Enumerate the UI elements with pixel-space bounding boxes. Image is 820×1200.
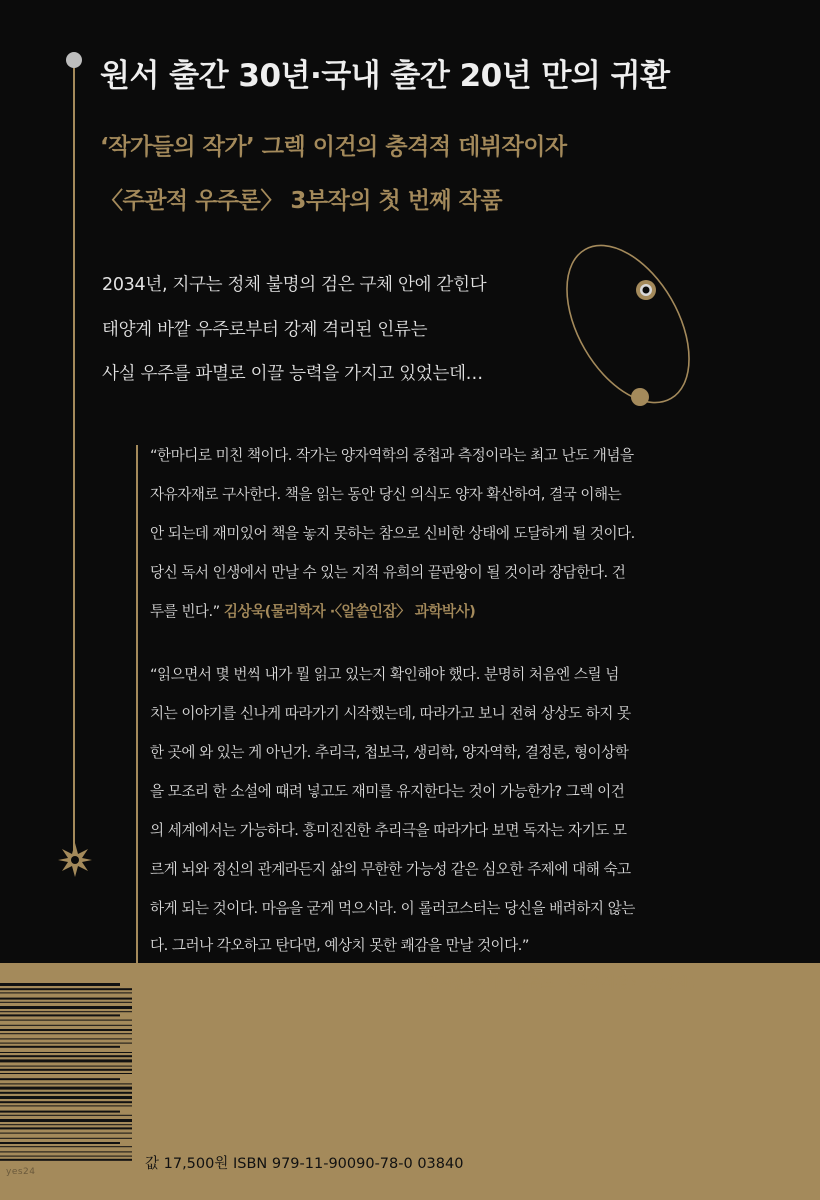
barcode-stripe bbox=[0, 1059, 132, 1062]
barcode-stripe bbox=[0, 1124, 132, 1125]
subheadline-line-2: 〈주관적 우주론〉 3부작의 첫 번째 작품 bbox=[100, 188, 503, 214]
subheadline-line-1: ‘작가들의 작가’ 그렉 이건의 충격적 데뷔작이자 bbox=[100, 134, 567, 160]
quote1-last-text: 투를 빈다.” bbox=[150, 603, 220, 620]
barcode-stripe bbox=[0, 1066, 132, 1067]
barcode-stripe bbox=[0, 1087, 132, 1090]
quote2-line-8: 다. 그러나 각오하고 탄다면, 예상치 못한 쾌감을 만날 것이다.” bbox=[150, 937, 529, 954]
barcode-stripe bbox=[0, 1119, 132, 1122]
barcode-stripe bbox=[0, 1105, 132, 1106]
barcode-stripe bbox=[0, 1146, 132, 1147]
barcode-stripe bbox=[0, 1096, 132, 1099]
intro-line-2: 태양계 바깥 우주로부터 강제 격리된 인류는 bbox=[102, 320, 428, 340]
barcode-stripe bbox=[0, 998, 132, 1000]
quote1-line-4: 당신 독서 인생에서 만날 수 있는 지적 유희의 끝판왕이 될 것이라 장담한다. 건 bbox=[150, 564, 626, 581]
quote2-line-3: 한 곳에 와 있는 게 아닌가. 추리극, 첩보극, 생리학, 양자역학, 결정론, 형이상학 bbox=[150, 744, 629, 761]
barcode-stripe bbox=[0, 1025, 132, 1026]
quote1-line-1: “한마디로 미친 책이다. 작가는 양자역학의 중첩과 측정이라는 최고 난도 개념을 bbox=[150, 447, 634, 464]
barcode-stripe bbox=[0, 1111, 120, 1113]
barcode-stripe bbox=[0, 1046, 120, 1048]
barcode-stripe bbox=[0, 988, 132, 990]
barcode-stripe bbox=[0, 1043, 132, 1044]
quote2-line-5: 의 세계에서는 가능하다. 흥미진진한 추리극을 따라가다 보면 독자는 자기도 모 bbox=[150, 822, 627, 839]
intro-line-3: 사실 우주를 파멸로 이끌 능력을 가지고 있었는데… bbox=[102, 364, 483, 384]
barcode-stripe bbox=[0, 1142, 120, 1144]
barcode-stripe bbox=[0, 992, 132, 993]
quote2-source: 김겨울(작가 · 유튜브 〈겨울서점〉 운영자) bbox=[424, 975, 695, 992]
price-isbn: 값 17,500원 ISBN 979-11-90090-78-0 03840 bbox=[145, 1156, 464, 1172]
barcode-stripe bbox=[0, 1033, 132, 1034]
timeline-line bbox=[73, 60, 75, 860]
barcode-icon bbox=[0, 983, 132, 1163]
quote2-line-1: “읽으면서 몇 번씩 내가 뭘 읽고 있는지 확인해야 했다. 분명히 처음엔 스릴 넘 bbox=[150, 666, 619, 683]
barcode-stripe bbox=[0, 1083, 132, 1084]
barcode-stripe bbox=[0, 1029, 132, 1031]
quote-rule bbox=[136, 445, 138, 963]
quote1-line-5 bbox=[150, 600, 695, 621]
star-ornament-icon bbox=[58, 843, 92, 877]
barcode-stripe bbox=[0, 1115, 132, 1116]
barcode-stripe bbox=[0, 1092, 132, 1094]
barcode-stripe bbox=[0, 1156, 132, 1157]
barcode-stripe bbox=[0, 1002, 132, 1003]
barcode-stripe bbox=[0, 1069, 132, 1071]
barcode-stripe bbox=[0, 1006, 132, 1009]
quote2-line-6: 르게 뇌와 정신의 관계라든지 삶의 무한한 가능성 같은 심오한 주제에 대해 숙고 bbox=[150, 861, 631, 878]
quote1-source: 김상욱(물리학자 ·〈알쓸인잡〉 과학박사) bbox=[223, 603, 476, 620]
quote2-line-7: 하게 되는 것이다. 마음을 굳게 먹으시라. 이 롤러코스터는 당신을 배려하지 않는 bbox=[150, 900, 635, 917]
quote2-line-2: 치는 이야기를 신나게 따라가기 시작했는데, 따라가고 보니 전혀 상상도 하지 못 bbox=[150, 705, 631, 722]
orbit-icon bbox=[548, 234, 708, 414]
barcode-stripe bbox=[0, 1014, 120, 1016]
barcode-stripe bbox=[0, 1151, 132, 1152]
barcode-stripe bbox=[0, 1055, 132, 1057]
barcode-text: yes24 bbox=[6, 1167, 36, 1177]
barcode-stripe bbox=[0, 983, 120, 986]
headline: 원서 출간 30년·국내 출간 20년 만의 귀환 bbox=[100, 58, 670, 94]
barcode-stripe bbox=[0, 1020, 132, 1021]
barcode-stripe bbox=[0, 1038, 132, 1039]
barcode-stripe bbox=[0, 1159, 132, 1161]
barcode-stripe bbox=[0, 1138, 132, 1139]
barcode-stripe bbox=[0, 1078, 120, 1080]
barcode-stripe bbox=[0, 1011, 132, 1012]
timeline-dot-icon bbox=[66, 52, 82, 68]
quote2-line-4: 을 모조리 한 소설에 때려 넣고도 재미를 유지한다는 것이 가능한가? 그렉 이건 bbox=[150, 783, 625, 800]
barcode-stripe bbox=[0, 1133, 132, 1134]
intro-line-1: 2034년, 지구는 정체 불명의 검은 구체 안에 갇힌다 bbox=[102, 275, 487, 295]
barcode-stripe bbox=[0, 1052, 132, 1053]
barcode-stripe bbox=[0, 1101, 132, 1103]
barcode-stripe bbox=[0, 1127, 132, 1129]
quote1-line-2: 자유자재로 구사한다. 책을 읽는 동안 당신 의식도 양자 확산하여, 결국 이해는 bbox=[150, 486, 622, 503]
quote1-line-3: 안 되는데 재미있어 책을 놓지 못하는 참으로 신비한 상태에 도달하게 될 것이다. bbox=[150, 525, 635, 542]
barcode-stripe bbox=[0, 1073, 132, 1074]
